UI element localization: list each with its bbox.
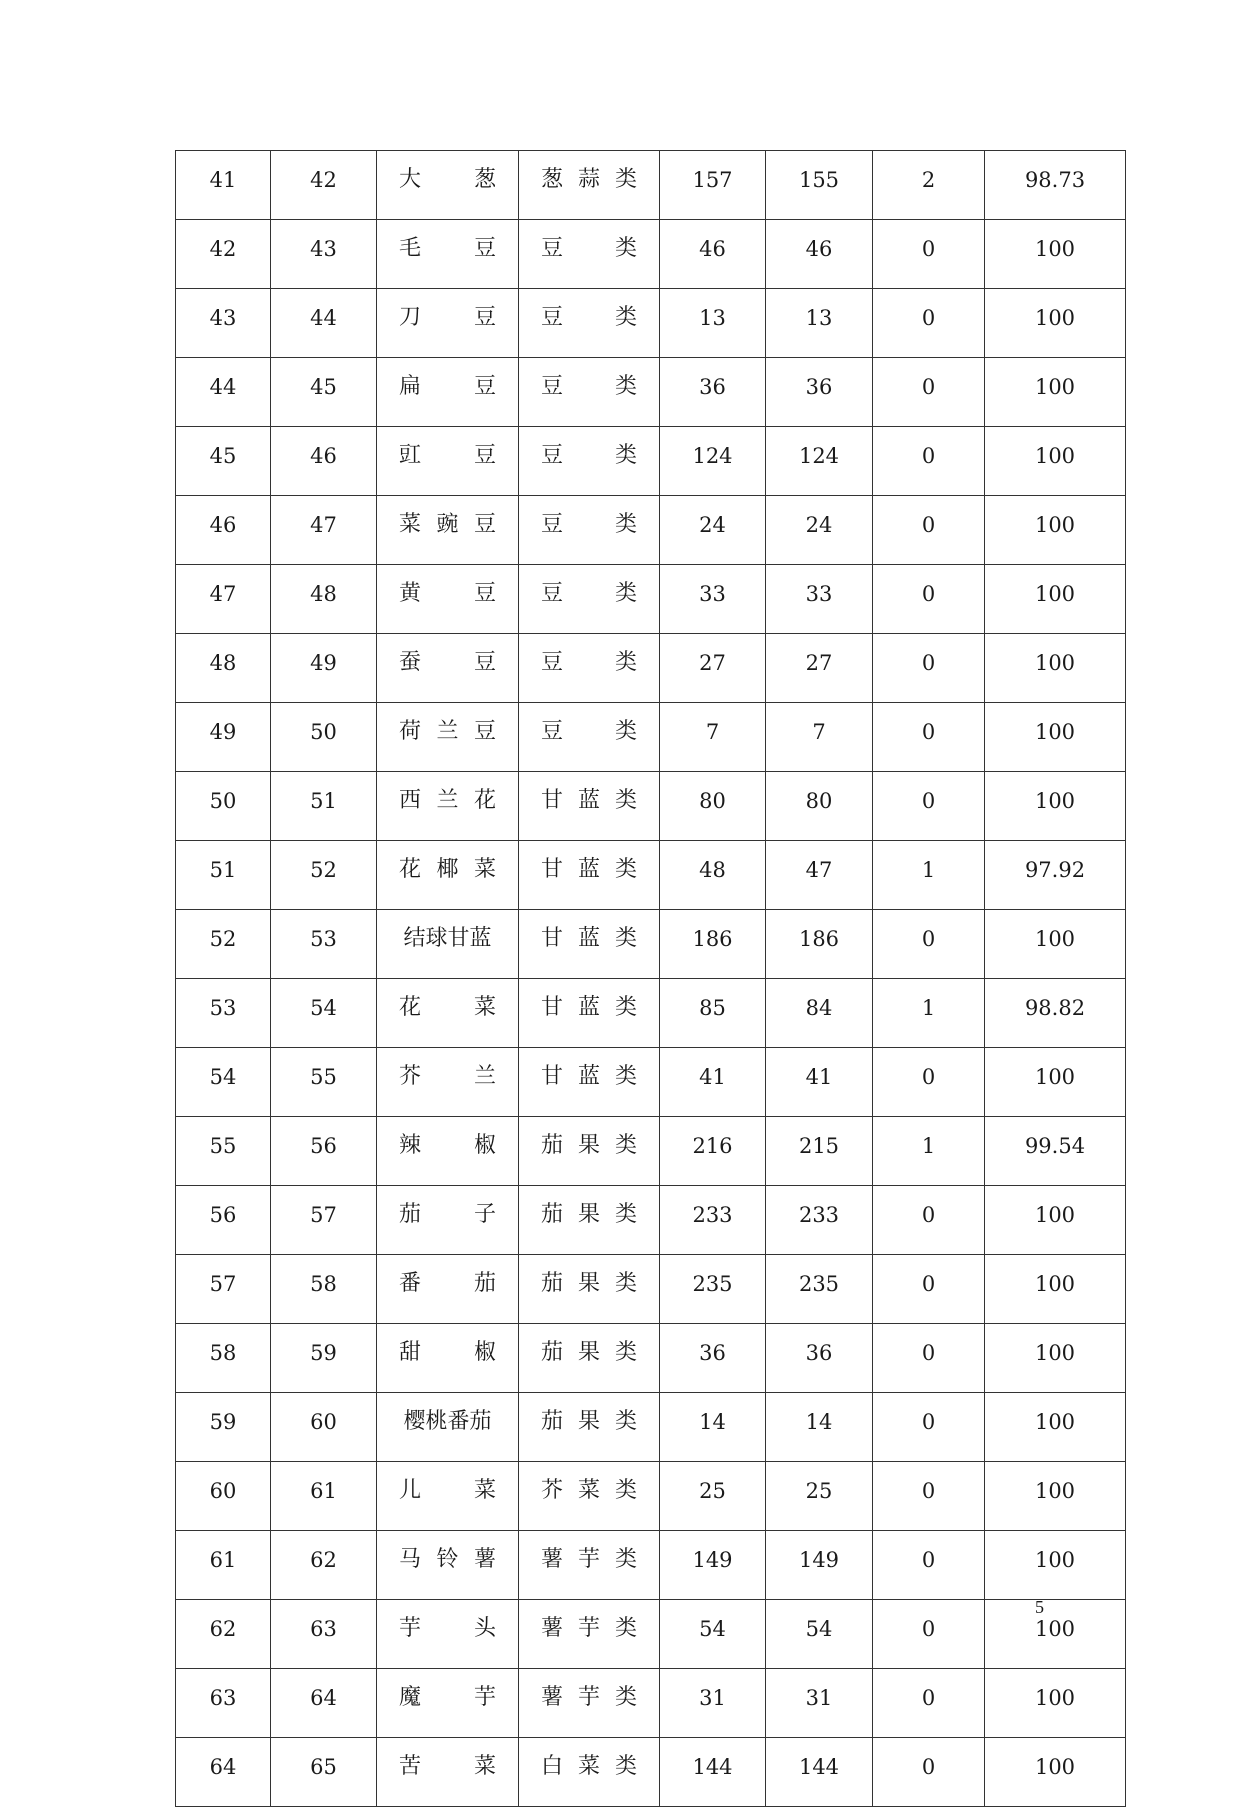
cell-fail: 0 bbox=[873, 358, 985, 427]
table-row bbox=[176, 151, 1126, 220]
cell-id: 42 bbox=[271, 151, 377, 220]
cell-rate: 100 bbox=[985, 1600, 1126, 1669]
cell-rate: 100 bbox=[985, 634, 1126, 703]
cell-rate: 100 bbox=[985, 1255, 1126, 1324]
cell-total: 41 bbox=[660, 1048, 766, 1117]
page-number: 5 bbox=[1035, 1597, 1044, 1617]
cell-seq: 53 bbox=[176, 979, 271, 1048]
table-row bbox=[176, 1117, 1126, 1186]
cell-fail: 0 bbox=[873, 1186, 985, 1255]
cell-category: 豆 类 bbox=[519, 496, 660, 565]
table-row bbox=[176, 565, 1126, 634]
cell-pass: 215 bbox=[766, 1117, 873, 1186]
cell-category: 茄 果 类 bbox=[519, 1393, 660, 1462]
cell-rate: 100 bbox=[985, 703, 1126, 772]
cell-id: 52 bbox=[271, 841, 377, 910]
cell-seq: 46 bbox=[176, 496, 271, 565]
cell-rate: 99.54 bbox=[985, 1117, 1126, 1186]
cell-seq: 57 bbox=[176, 1255, 271, 1324]
cell-pass: 144 bbox=[766, 1738, 873, 1807]
cell-pass: 7 bbox=[766, 703, 873, 772]
cell-fail: 0 bbox=[873, 565, 985, 634]
cell-pass: 14 bbox=[766, 1393, 873, 1462]
cell-id: 53 bbox=[271, 910, 377, 979]
cell-category: 豆 类 bbox=[519, 565, 660, 634]
cell-fail: 0 bbox=[873, 772, 985, 841]
cell-seq: 61 bbox=[176, 1531, 271, 1600]
cell-total: 186 bbox=[660, 910, 766, 979]
cell-id: 45 bbox=[271, 358, 377, 427]
cell-total: 144 bbox=[660, 1738, 766, 1807]
cell-total: 85 bbox=[660, 979, 766, 1048]
table-row bbox=[176, 1393, 1126, 1462]
cell-category: 茄 果 类 bbox=[519, 1324, 660, 1393]
vegetable-inspection-table bbox=[175, 150, 1126, 1807]
cell-category: 葱 蒜 类 bbox=[519, 151, 660, 220]
cell-total: 36 bbox=[660, 1324, 766, 1393]
cell-pass: 149 bbox=[766, 1531, 873, 1600]
cell-rate: 97.92 bbox=[985, 841, 1126, 910]
cell-total: 31 bbox=[660, 1669, 766, 1738]
cell-fail: 1 bbox=[873, 1117, 985, 1186]
cell-seq: 44 bbox=[176, 358, 271, 427]
cell-seq: 48 bbox=[176, 634, 271, 703]
table-row bbox=[176, 220, 1126, 289]
cell-name: 花 菜 bbox=[377, 979, 519, 1048]
cell-rate: 100 bbox=[985, 565, 1126, 634]
cell-pass: 25 bbox=[766, 1462, 873, 1531]
cell-category: 茄 果 类 bbox=[519, 1186, 660, 1255]
cell-category: 豆 类 bbox=[519, 634, 660, 703]
cell-name: 结 球 甘 蓝 bbox=[377, 910, 519, 979]
cell-name: 刀 豆 bbox=[377, 289, 519, 358]
table-row bbox=[176, 289, 1126, 358]
cell-id: 65 bbox=[271, 1738, 377, 1807]
cell-seq: 47 bbox=[176, 565, 271, 634]
cell-fail: 0 bbox=[873, 1600, 985, 1669]
cell-name: 黄 豆 bbox=[377, 565, 519, 634]
cell-pass: 124 bbox=[766, 427, 873, 496]
table-row bbox=[176, 634, 1126, 703]
cell-id: 47 bbox=[271, 496, 377, 565]
table-row bbox=[176, 1462, 1126, 1531]
cell-fail: 0 bbox=[873, 1393, 985, 1462]
table-row bbox=[176, 979, 1126, 1048]
cell-category: 豆 类 bbox=[519, 358, 660, 427]
cell-rate: 100 bbox=[985, 1669, 1126, 1738]
cell-name: 辣 椒 bbox=[377, 1117, 519, 1186]
cell-pass: 54 bbox=[766, 1600, 873, 1669]
cell-name: 花 椰 菜 bbox=[377, 841, 519, 910]
cell-pass: 33 bbox=[766, 565, 873, 634]
cell-name: 豇 豆 bbox=[377, 427, 519, 496]
cell-category: 薯 芋 类 bbox=[519, 1531, 660, 1600]
cell-seq: 52 bbox=[176, 910, 271, 979]
cell-category: 芥 菜 类 bbox=[519, 1462, 660, 1531]
cell-category: 豆 类 bbox=[519, 427, 660, 496]
cell-seq: 60 bbox=[176, 1462, 271, 1531]
table-row bbox=[176, 1186, 1126, 1255]
cell-category: 薯 芋 类 bbox=[519, 1669, 660, 1738]
cell-total: 80 bbox=[660, 772, 766, 841]
cell-fail: 0 bbox=[873, 634, 985, 703]
cell-id: 51 bbox=[271, 772, 377, 841]
table-row bbox=[176, 496, 1126, 565]
cell-id: 60 bbox=[271, 1393, 377, 1462]
cell-rate: 100 bbox=[985, 358, 1126, 427]
cell-fail: 0 bbox=[873, 1048, 985, 1117]
cell-total: 48 bbox=[660, 841, 766, 910]
cell-category: 豆 类 bbox=[519, 289, 660, 358]
table-row bbox=[176, 703, 1126, 772]
cell-rate: 98.73 bbox=[985, 151, 1126, 220]
cell-rate: 100 bbox=[985, 1462, 1126, 1531]
cell-category: 甘 蓝 类 bbox=[519, 1048, 660, 1117]
cell-pass: 186 bbox=[766, 910, 873, 979]
cell-total: 216 bbox=[660, 1117, 766, 1186]
cell-total: 25 bbox=[660, 1462, 766, 1531]
cell-rate: 100 bbox=[985, 427, 1126, 496]
cell-pass: 13 bbox=[766, 289, 873, 358]
cell-fail: 2 bbox=[873, 151, 985, 220]
table-row bbox=[176, 1048, 1126, 1117]
cell-category: 甘 蓝 类 bbox=[519, 772, 660, 841]
cell-pass: 80 bbox=[766, 772, 873, 841]
cell-rate: 100 bbox=[985, 1324, 1126, 1393]
cell-name: 毛 豆 bbox=[377, 220, 519, 289]
cell-name: 茄 子 bbox=[377, 1186, 519, 1255]
cell-id: 50 bbox=[271, 703, 377, 772]
cell-seq: 41 bbox=[176, 151, 271, 220]
cell-rate: 100 bbox=[985, 1393, 1126, 1462]
cell-name: 芥 兰 bbox=[377, 1048, 519, 1117]
cell-name: 扁 豆 bbox=[377, 358, 519, 427]
cell-total: 24 bbox=[660, 496, 766, 565]
cell-fail: 0 bbox=[873, 1324, 985, 1393]
cell-category: 茄 果 类 bbox=[519, 1117, 660, 1186]
table-row bbox=[176, 358, 1126, 427]
table-row bbox=[176, 427, 1126, 496]
cell-category: 甘 蓝 类 bbox=[519, 979, 660, 1048]
table-row bbox=[176, 841, 1126, 910]
cell-id: 48 bbox=[271, 565, 377, 634]
cell-total: 157 bbox=[660, 151, 766, 220]
cell-fail: 0 bbox=[873, 289, 985, 358]
cell-seq: 42 bbox=[176, 220, 271, 289]
cell-rate: 100 bbox=[985, 1738, 1126, 1807]
cell-seq: 58 bbox=[176, 1324, 271, 1393]
cell-total: 124 bbox=[660, 427, 766, 496]
cell-fail: 1 bbox=[873, 841, 985, 910]
cell-id: 58 bbox=[271, 1255, 377, 1324]
cell-rate: 100 bbox=[985, 910, 1126, 979]
cell-name: 菜 豌 豆 bbox=[377, 496, 519, 565]
cell-total: 14 bbox=[660, 1393, 766, 1462]
cell-category: 茄 果 类 bbox=[519, 1255, 660, 1324]
cell-pass: 27 bbox=[766, 634, 873, 703]
cell-id: 63 bbox=[271, 1600, 377, 1669]
table-row bbox=[176, 1255, 1126, 1324]
cell-pass: 155 bbox=[766, 151, 873, 220]
cell-seq: 49 bbox=[176, 703, 271, 772]
table-row bbox=[176, 1600, 1126, 1669]
cell-id: 55 bbox=[271, 1048, 377, 1117]
cell-name: 西 兰 花 bbox=[377, 772, 519, 841]
cell-id: 62 bbox=[271, 1531, 377, 1600]
cell-fail: 0 bbox=[873, 1531, 985, 1600]
table-row bbox=[176, 1324, 1126, 1393]
cell-total: 233 bbox=[660, 1186, 766, 1255]
table-row bbox=[176, 910, 1126, 979]
cell-id: 64 bbox=[271, 1669, 377, 1738]
cell-id: 54 bbox=[271, 979, 377, 1048]
cell-name: 儿 菜 bbox=[377, 1462, 519, 1531]
cell-category: 薯 芋 类 bbox=[519, 1600, 660, 1669]
cell-rate: 98.82 bbox=[985, 979, 1126, 1048]
cell-fail: 0 bbox=[873, 1255, 985, 1324]
cell-pass: 47 bbox=[766, 841, 873, 910]
cell-fail: 0 bbox=[873, 1738, 985, 1807]
cell-pass: 31 bbox=[766, 1669, 873, 1738]
cell-rate: 100 bbox=[985, 496, 1126, 565]
cell-pass: 36 bbox=[766, 1324, 873, 1393]
cell-name: 蚕 豆 bbox=[377, 634, 519, 703]
cell-seq: 50 bbox=[176, 772, 271, 841]
cell-rate: 100 bbox=[985, 220, 1126, 289]
cell-fail: 0 bbox=[873, 496, 985, 565]
cell-pass: 36 bbox=[766, 358, 873, 427]
cell-total: 149 bbox=[660, 1531, 766, 1600]
cell-category: 白 菜 类 bbox=[519, 1738, 660, 1807]
cell-fail: 0 bbox=[873, 910, 985, 979]
cell-fail: 0 bbox=[873, 1462, 985, 1531]
cell-total: 27 bbox=[660, 634, 766, 703]
cell-name: 芋 头 bbox=[377, 1600, 519, 1669]
cell-category: 甘 蓝 类 bbox=[519, 841, 660, 910]
cell-rate: 100 bbox=[985, 289, 1126, 358]
cell-pass: 46 bbox=[766, 220, 873, 289]
cell-name: 苦 菜 bbox=[377, 1738, 519, 1807]
cell-rate: 100 bbox=[985, 772, 1126, 841]
cell-id: 57 bbox=[271, 1186, 377, 1255]
cell-category: 豆 类 bbox=[519, 703, 660, 772]
cell-id: 59 bbox=[271, 1324, 377, 1393]
cell-total: 13 bbox=[660, 289, 766, 358]
cell-total: 33 bbox=[660, 565, 766, 634]
cell-total: 235 bbox=[660, 1255, 766, 1324]
cell-fail: 0 bbox=[873, 220, 985, 289]
table-row bbox=[176, 772, 1126, 841]
cell-pass: 24 bbox=[766, 496, 873, 565]
cell-total: 7 bbox=[660, 703, 766, 772]
cell-rate: 100 bbox=[985, 1531, 1126, 1600]
cell-name: 魔 芋 bbox=[377, 1669, 519, 1738]
cell-seq: 45 bbox=[176, 427, 271, 496]
cell-seq: 55 bbox=[176, 1117, 271, 1186]
cell-total: 46 bbox=[660, 220, 766, 289]
cell-name: 甜 椒 bbox=[377, 1324, 519, 1393]
cell-fail: 1 bbox=[873, 979, 985, 1048]
cell-category: 豆 类 bbox=[519, 220, 660, 289]
cell-seq: 56 bbox=[176, 1186, 271, 1255]
cell-seq: 64 bbox=[176, 1738, 271, 1807]
cell-name: 番 茄 bbox=[377, 1255, 519, 1324]
cell-rate: 100 bbox=[985, 1048, 1126, 1117]
cell-seq: 63 bbox=[176, 1669, 271, 1738]
cell-name: 马 铃 薯 bbox=[377, 1531, 519, 1600]
table-row bbox=[176, 1738, 1126, 1807]
cell-name: 樱 桃 番 茄 bbox=[377, 1393, 519, 1462]
cell-pass: 41 bbox=[766, 1048, 873, 1117]
cell-seq: 62 bbox=[176, 1600, 271, 1669]
cell-id: 56 bbox=[271, 1117, 377, 1186]
cell-fail: 0 bbox=[873, 427, 985, 496]
cell-pass: 233 bbox=[766, 1186, 873, 1255]
cell-id: 43 bbox=[271, 220, 377, 289]
table-body bbox=[176, 151, 1126, 1807]
table-row bbox=[176, 1669, 1126, 1738]
cell-pass: 84 bbox=[766, 979, 873, 1048]
cell-name: 荷 兰 豆 bbox=[377, 703, 519, 772]
cell-fail: 0 bbox=[873, 703, 985, 772]
cell-category: 甘 蓝 类 bbox=[519, 910, 660, 979]
cell-total: 36 bbox=[660, 358, 766, 427]
cell-id: 49 bbox=[271, 634, 377, 703]
cell-name: 大 葱 bbox=[377, 151, 519, 220]
cell-seq: 51 bbox=[176, 841, 271, 910]
cell-id: 61 bbox=[271, 1462, 377, 1531]
cell-fail: 0 bbox=[873, 1669, 985, 1738]
cell-seq: 59 bbox=[176, 1393, 271, 1462]
cell-id: 44 bbox=[271, 289, 377, 358]
cell-seq: 54 bbox=[176, 1048, 271, 1117]
cell-id: 46 bbox=[271, 427, 377, 496]
cell-pass: 235 bbox=[766, 1255, 873, 1324]
cell-rate: 100 bbox=[985, 1186, 1126, 1255]
cell-seq: 43 bbox=[176, 289, 271, 358]
cell-total: 54 bbox=[660, 1600, 766, 1669]
table-row bbox=[176, 1531, 1126, 1600]
